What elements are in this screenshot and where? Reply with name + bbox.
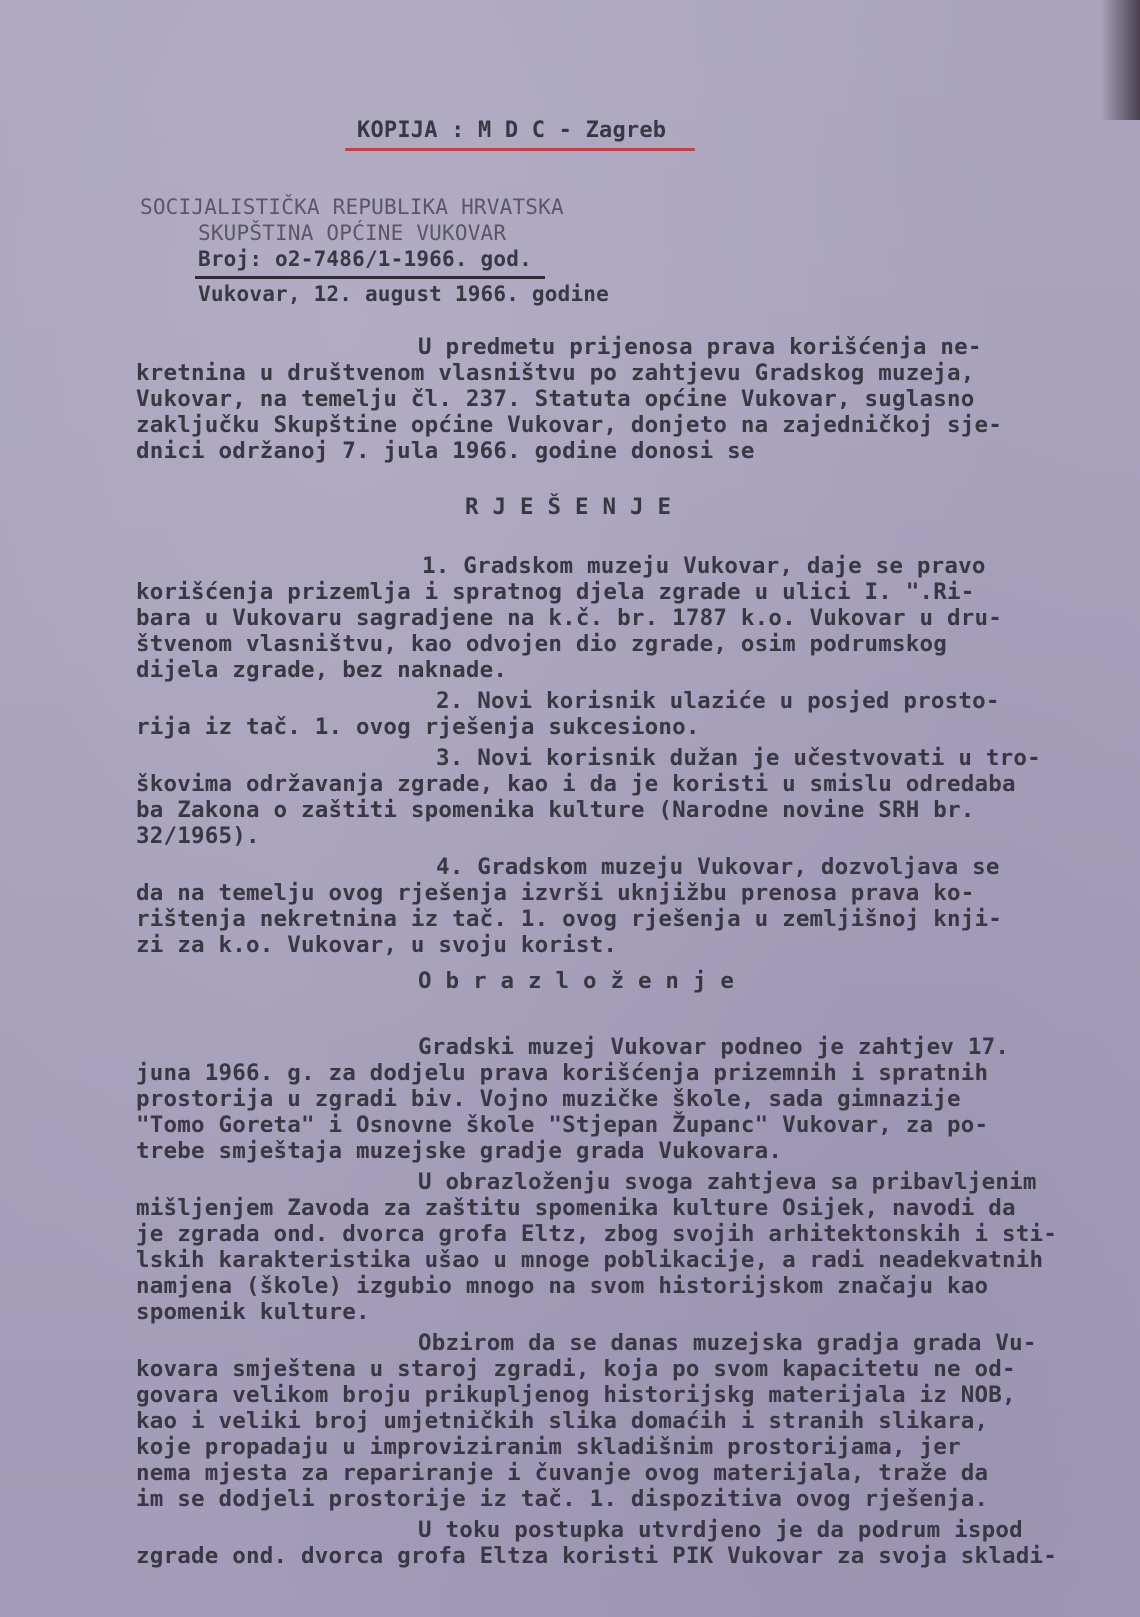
reasoning-line: mišljenjem Zavoda za zaštitu spomenika kulture Osijek, navodi da	[136, 1195, 1016, 1221]
letterhead-number: Broj: o2-7486/1-1966. god.	[198, 247, 532, 271]
decision-item-line: štvenom vlasništvu, kao odvojen dio zgrade, osim podrumskog	[136, 631, 948, 657]
decision-item-line: dijela zgrade, bez naknade.	[136, 657, 508, 683]
decision-item-line: 1. Gradskom muzeju Vukovar, daje se pravo	[422, 553, 986, 579]
reasoning-line: namjena (škole) izgubio mnogo na svom historijskom značaju kao	[136, 1273, 989, 1299]
reasoning-line: trebe smještaja muzejske gradje grada Vukovara.	[136, 1138, 783, 1164]
reasoning-line: U toku postupka utvrdjeno je da podrum ispod	[418, 1517, 1023, 1543]
reasoning-line: nema mjesta za repariranje i čuvanje ovog materijala, traže da	[136, 1460, 989, 1486]
decision-item-line: ba Zakona o zaštiti spomenika kulture (Narodne novine SRH br.	[136, 797, 975, 823]
reasoning-line: je zgrada ond. dvorca grofa Eltz, zbog svojih arhitektonskih i sti-	[136, 1221, 1057, 1247]
reasoning-line: govara velikom broju prikupljenog historijskg materijala iz NOB,	[136, 1382, 1016, 1408]
reasoning-heading: O b r a z l o ž e n j e	[418, 968, 735, 994]
intro-line: dnici održanoj 7. jula 1966. godine donosi se	[136, 438, 755, 464]
reasoning-line: lskih karakteristika ušao u mnoge poblikacije, a radi neadekvatnih	[136, 1247, 1044, 1273]
copy-header-underline	[345, 148, 695, 151]
decision-item-line: 32/1965).	[136, 823, 260, 849]
reasoning-line: zgrade ond. dvorca grofa Eltza koristi PIK Vukovar za svoja skladi-	[136, 1543, 1057, 1569]
intro-line: Vukovar, na temelju čl. 237. Statuta općine Vukovar, suglasno	[136, 386, 975, 412]
decision-item-line: 4. Gradskom muzeju Vukovar, dozvoljava se	[436, 854, 1000, 880]
reasoning-line: koje propadaju u improviziranim skladišnim prostorijama, jer	[136, 1434, 961, 1460]
reasoning-line: Obzirom da se danas muzejska gradja grada Vu-	[418, 1330, 1037, 1356]
decision-item-line: 3. Novi korisnik dužan je učestvovati u tro-	[436, 745, 1041, 771]
decision-item-line: zi za k.o. Vukovar, u svoju korist.	[136, 932, 618, 958]
reasoning-line: kovara smještena u staroj zgradi, koja po svom kapacitetu ne od-	[136, 1356, 1016, 1382]
decision-item-line: 2. Novi korisnik ulaziće u posjed prosto-	[436, 688, 1000, 714]
intro-line: U predmetu prijenosa prava korišćenja ne-	[418, 334, 982, 360]
intro-line: kretnina u društvenom vlasništvu po zahtjevu Gradskog muzeja,	[136, 360, 975, 386]
reasoning-line: im se dodjeli prostorije iz tač. 1. dispozitiva ovog rješenja.	[136, 1486, 989, 1512]
reasoning-line: prostorija u zgradi biv. Vojno muzičke škole, sada gimnazije	[136, 1086, 961, 1112]
reasoning-line: kao i veliki broj umjetničkih slika domaćih i stranih slikara,	[136, 1408, 989, 1434]
letterhead-divider	[195, 276, 545, 279]
letterhead-assembly: SKUPŠTINA OPĆINE VUKOVAR	[198, 221, 507, 245]
reasoning-line: spomenik kulture.	[136, 1299, 370, 1325]
decision-item-line: škovima održavanja zgrade, kao i da je koristi u smislu odredaba	[136, 771, 1016, 797]
reasoning-line: Gradski muzej Vukovar podneo je zahtjev 17.	[418, 1034, 1010, 1060]
decision-heading: R J E Š E N J E	[465, 494, 672, 520]
reasoning-line: juna 1966. g. za dodjelu prava korišćenja prizemnih i spratnih	[136, 1060, 989, 1086]
letterhead-date: Vukovar, 12. august 1966. godine	[198, 282, 609, 306]
copy-header: KOPIJA : M D C - Zagreb	[357, 118, 667, 143]
decision-item-line: rištenja nekretnina iz tač. 1. ovog rješenja u zemljišnoj knji-	[136, 906, 1003, 932]
decision-item-line: korišćenja prizemlja i spratnog djela zgrade u ulici I. ".Ri-	[136, 579, 975, 605]
decision-item-line: bara u Vukovaru sagradjene na k.č. br. 1787 k.o. Vukovar u dru-	[136, 605, 1003, 631]
reasoning-line: U obrazloženju svoga zahtjeva sa pribavljenim	[418, 1169, 1037, 1195]
reasoning-line: "Tomo Goreta" i Osnovne škole "Stjepan Županc" Vukovar, za po-	[136, 1112, 989, 1138]
intro-line: zaključku Skupštine općine Vukovar, donjeto na zajedničkoj sje-	[136, 412, 1003, 438]
decision-item-line: rija iz tač. 1. ovog rješenja sukcesiono.	[136, 714, 700, 740]
scan-edge-shadow	[1100, 0, 1140, 120]
letterhead-republic: SOCIJALISTIČKA REPUBLIKA HRVATSKA	[140, 195, 564, 219]
decision-item-line: da na temelju ovog rješenja izvrši uknjižbu prenosa prava ko-	[136, 880, 975, 906]
